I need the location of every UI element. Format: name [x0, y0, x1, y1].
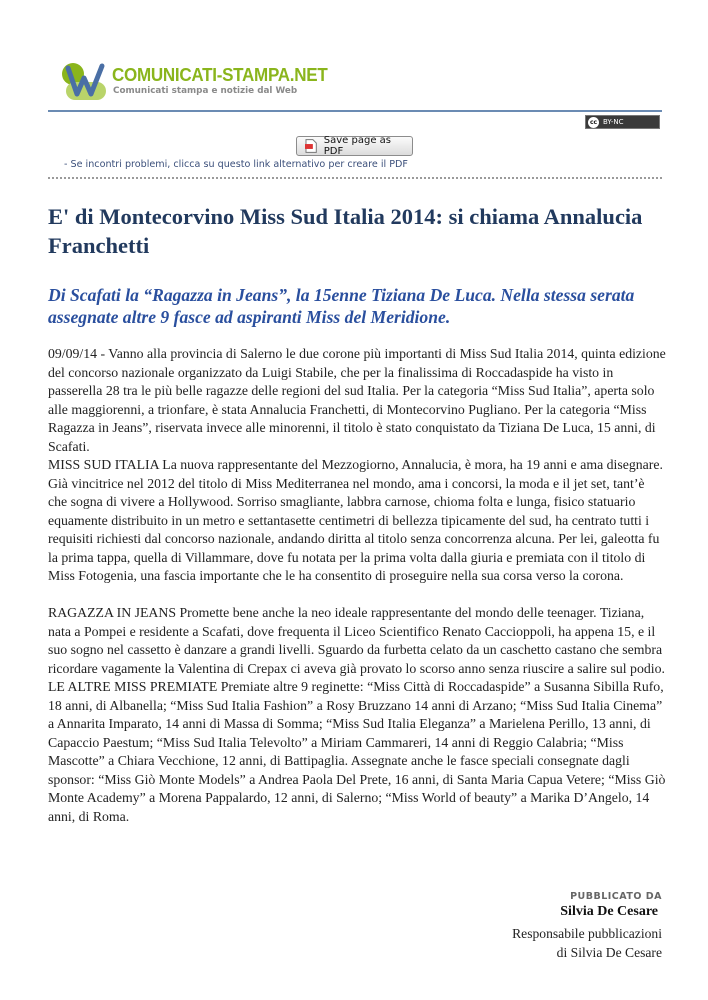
- logo-title: COMUNICATI-STAMPA.NET: [112, 64, 328, 85]
- article-title: E' di Montecorvino Miss Sud Italia 2014: si chiama Annalucia Franchetti: [48, 204, 643, 258]
- license-label: BY-NC: [603, 118, 624, 126]
- publisher-name[interactable]: Silvia De Cesare: [560, 904, 658, 919]
- article-subtitle: Di Scafati la “Ragazza in Jeans”, la 15enne Tiziana De Luca. Nella stessa serata assegnate altre 9 fasce ad aspiranti Miss del Meridione.: [48, 285, 635, 327]
- publisher-role: [442, 924, 662, 962]
- pdf-alternative-link[interactable]: - Se incontri problemi, clicca su questo link alternativo per creare il PDF: [64, 159, 408, 170]
- cs-logo-mark-icon: [60, 60, 112, 102]
- save-as-pdf-label: Save page as PDF: [323, 135, 391, 157]
- article-paragraph: MISS SUD ITALIA La nuova rappresentante del Mezzogiorno, Annalucia, è mora, ha 19 anni e ama disegnare. Già vincitrice nel 2012 del titolo di Miss Mediterranea nel mondo, ama i concorsi, la moda e il jet set, tant’è che sogna di vivere a Hollywood. Sorriso smagliante, labbra carnose, chioma folta e lunga, fisico statuario equamente distribuito in un metro e settantasette centimetri di bellezza tipicamente del sud, ha centrato tutti i requisiti richiesti dal concorso nazionale, andando diritta al titolo senza concorrenza alcuna. Per lei, galeotta fu la prima tappa, quella di Villammare, dove fu notata per la prima volta dalla giuria e premiata con il titolo di Miss Fotogenia, una fascia importante che le ha consentito di proseguire nella sua corsa verso la corona.: [48, 457, 663, 583]
- creative-commons-icon: cc: [589, 118, 598, 126]
- dotted-divider: [48, 177, 662, 179]
- publisher-role-line: di Silvia De Cesare: [556, 945, 662, 960]
- published-by-label: PUBBLICATO DA: [570, 891, 662, 902]
- publisher-role-line: Responsabile pubblicazioni: [512, 926, 662, 941]
- article-paragraph: RAGAZZA IN JEANS Promette bene anche la neo ideale rappresentante del mondo delle teenager. Tiziana, nata a Pompei e residente a Scafati, dove frequenta il Liceo Scientifico Renato Caccioppoli, ha appena 15, e il suo sogno nel cassetto è danzare a grandi livelli. Sguardo da furbetta celato da un caschetto castano che sembra ricordare vagamente la Valentina di Crepax ci aveva già provato lo scorso anno senza riuscire a salire sul podio.: [48, 605, 665, 676]
- license-badge[interactable]: [585, 115, 660, 129]
- header-divider: [48, 110, 662, 112]
- article-paragraph: LE ALTRE MISS PREMIATE Premiate altre 9 reginette: “Miss Città di Roccadaspide” a Susanna Sibilla Rufo, 18 anni, di Albanella; “Miss Sud Italia Fashion” a Rosy Bruzzano 14 anni di Arzano; “Miss Sud Italia Cinema” a Annarita Imparato, 14 anni di Massa di Somma; “Miss Sud Italia Eleganza” a Marielena Perillo, 13 anni, di Capaccio Paestum; “Miss Sud Italia Televolto” a Miriam Cammareri, 14 anni di Reggio Calabria; “Miss Mascotte” a Chiara Vecchione, 12 anni, di Battipaglia. Assegnate anche le fasce speciali consegnate dagli sponsor: “Miss Giò Monte Models” a Andrea Paola Del Prete, 16 anni, di Santa Maria Capua Vetere; “Miss Giò Monte Academy” a Morena Pappalardo, 12 anni, di Salerno; “Miss World of beauty” a Marika D’Angelo, 14 anni, di Roma.: [48, 679, 666, 824]
- article-paragraph: 09/09/14 - Vanno alla provincia di Salerno le due corone più importanti di Miss Sud Italia 2014, quinta edizione del concorso nazionale organizzato da Luigi Stabile, che per la finalissima di Roccadaspide ha visto in passerella 28 tra le più belle ragazze delle regioni del sud Italia. Per la categoria “Miss Sud Italia”, aperta solo alle maggiorenni, a trionfare, è stata Annalucia Franchetti, di Montecorvino Pugliano. Per la categoria “Miss Ragazza in Jeans”, riservata invece alle minorenni, il titolo è stato conquistato da Tiziana De Luca, 15 anni, di Scafati.: [48, 346, 666, 454]
- logo-subtitle: Comunicati stampa e notizie dal Web: [113, 86, 298, 96]
- pdf-file-icon: [305, 139, 317, 153]
- article-body: [48, 345, 666, 826]
- save-as-pdf-button[interactable]: [296, 136, 413, 156]
